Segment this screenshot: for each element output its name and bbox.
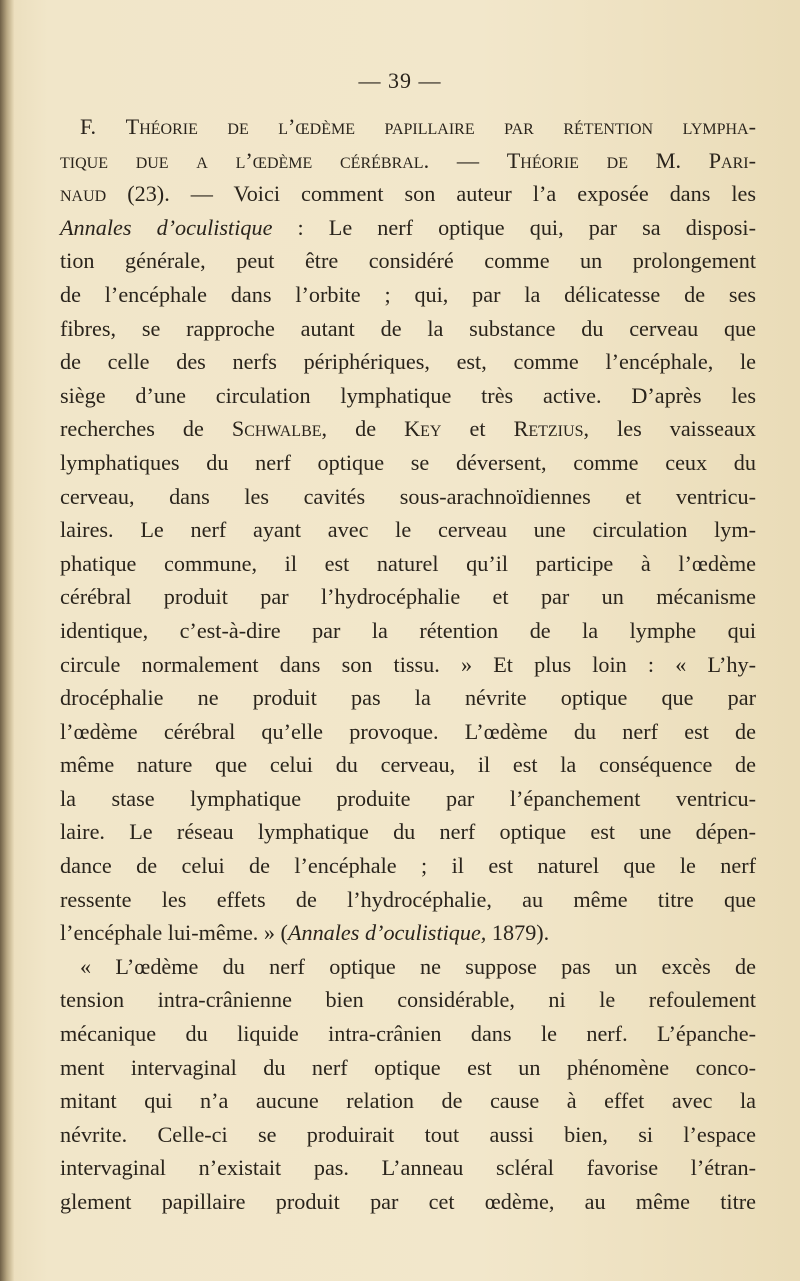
text-line: Annales d’oculistique : Le nerf optique qui, par sa disposi- <box>60 214 756 240</box>
text-line: la stase lymphatique produite par l’épanchement ventricu- <box>60 785 756 811</box>
text-line: « L’œdème du nerf optique ne suppose pas un excès de <box>80 953 756 979</box>
heading-title-3: naud <box>60 181 107 207</box>
text-line: tension intra-crânienne bien considérable, ni le refoulement <box>60 987 756 1013</box>
text-line: même nature que celui du cerveau, il est la conséquence de <box>60 752 756 778</box>
journal-title: Annales d’oculistique, <box>287 920 487 946</box>
text-line: laires. Le nerf ayant avec le cerveau une circulation lym- <box>60 517 756 543</box>
text-line: naud (23). — Voici comment son auteur l’a exposée dans les <box>60 181 757 207</box>
text-line: recherches de Schwalbe, de Key et Retzius, les vaisseaux <box>60 416 756 442</box>
text-line: drocéphalie ne produit pas la névrite optique que par <box>60 685 756 711</box>
text-line: l’œdème cérébral qu’elle provoque. L’œdème du nerf est de <box>60 718 756 744</box>
heading-title-1: Théorie de l’œdème papillaire par rétention lympha- <box>125 114 757 139</box>
text-line: lymphatiques du nerf optique se déversent, comme ceux du <box>60 449 756 475</box>
author-name: Key <box>404 416 442 442</box>
text-line: névrite. Celle-ci se produirait tout aussi bien, si l’espace <box>60 1121 756 1147</box>
text-line: l’encéphale lui-même. » (Annales d’oculistique, 1879). <box>60 920 550 946</box>
text-line: de celle des nerfs périphériques, est, comme l’encéphale, le <box>60 349 756 375</box>
text-line: fibres, se rapproche autant de la substance du cerveau que <box>60 315 756 341</box>
heading-line-1 <box>60 110 756 144</box>
journal-title: Annales d’oculistique <box>60 214 273 240</box>
text-line: ment intervaginal du nerf optique est un phénomène conco- <box>60 1054 756 1080</box>
text-line: identique, c’est-à-dire par la rétention de la lymphe qui <box>60 617 756 643</box>
heading-ref: (23). <box>127 181 170 207</box>
text-line: de l’encéphale dans l’orbite ; qui, par la délicatesse de ses <box>60 281 756 307</box>
body-text <box>60 110 756 1219</box>
author-name: Retzius <box>513 416 584 442</box>
text-line: laire. Le réseau lymphatique du nerf optique est une dépen- <box>60 819 756 845</box>
heading-label: F. <box>80 114 97 139</box>
text-line: ressente les effets de l’hydrocéphalie, au même titre que <box>60 886 756 912</box>
author-name: Schwalbe <box>231 416 322 442</box>
text-line: siège d’une circulation lymphatique très active. D’après les <box>60 382 756 408</box>
page-number: — 39 — <box>358 68 442 93</box>
text-line: mitant qui n’a aucune relation de cause à effet avec la <box>60 1088 756 1114</box>
text-line: tion générale, peut être considéré comme un prolongement <box>60 248 756 274</box>
text-line: phatique commune, il est naturel qu’il participe à l’œdème <box>60 550 756 576</box>
text-line: dance de celui de l’encéphale ; il est naturel que le nerf <box>60 853 756 879</box>
heading-line-2 <box>60 144 756 178</box>
heading-title-2b: Théorie de M. Pari- <box>506 147 756 173</box>
text-line: cérébral produit par l’hydrocéphalie et par un mécanisme <box>60 584 756 610</box>
text-line: intervaginal n’existait pas. L’anneau scléral favorise l’étran- <box>60 1155 756 1181</box>
page-spine-shadow <box>0 0 14 1281</box>
text-line: circule normalement dans son tissu. » Et plus loin : « L’hy- <box>60 651 756 677</box>
text-line: mécanique du liquide intra-crânien dans le nerf. L’épanche- <box>60 1021 756 1047</box>
text-line: glement papillaire produit par cet œdème, au même titre <box>60 1189 756 1214</box>
heading-title-2a: tique due a l’œdème cérébral. <box>60 147 430 173</box>
text-line: cerveau, dans les cavités sous-arachnoïdiennes et ventricu- <box>60 483 756 509</box>
heading-dash: — <box>456 147 480 173</box>
